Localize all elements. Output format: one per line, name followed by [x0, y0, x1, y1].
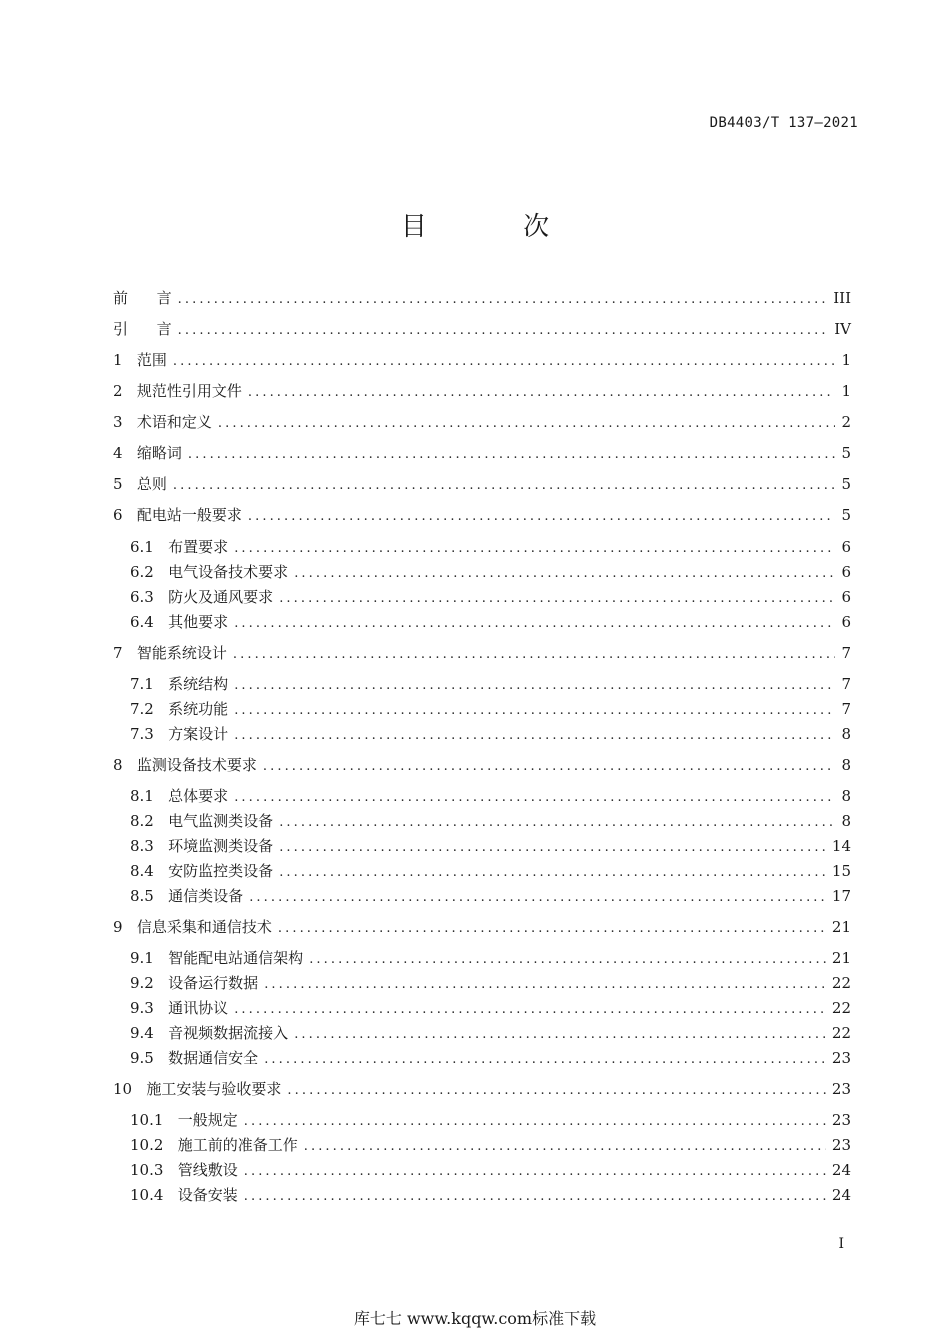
toc-entry-title: 管线敷设: [177, 1161, 238, 1179]
document-code: DB4403/T 137—2021: [709, 115, 858, 131]
dot-leader: [279, 811, 835, 835]
toc-entry-title: 信息采集和通信技术: [136, 918, 272, 936]
toc-section-entry[interactable]: [113, 410, 851, 434]
toc-entry-title: 言: [156, 320, 172, 338]
dot-leader: [244, 1185, 826, 1209]
dot-leader: [178, 288, 828, 312]
toc-entry-title: 防火及通风要求: [168, 588, 274, 606]
toc-entry-number: 9.4: [130, 1024, 154, 1042]
toc-entry-number: 6: [113, 506, 123, 524]
toc-entry-number: 8: [113, 756, 123, 774]
toc-subsection-entry[interactable]: [130, 1021, 851, 1045]
dot-leader: [234, 612, 835, 636]
footer-watermark: 库七七 www.kqqw.com标准下载: [353, 1309, 597, 1328]
toc-entry-number: 8.5: [130, 887, 154, 905]
toc-entry-number: 8.3: [130, 837, 154, 855]
toc-entry-page: 2: [841, 413, 851, 431]
toc-subsection-entry[interactable]: [130, 834, 851, 858]
toc-subsection-entry[interactable]: [130, 585, 851, 609]
toc-entry-number: 10.3: [130, 1161, 164, 1179]
toc-entry-number: 6.2: [130, 563, 154, 581]
dot-leader: [244, 1110, 826, 1134]
toc-subsection-entry[interactable]: [130, 946, 851, 970]
toc-entry-number: 9.1: [130, 949, 154, 967]
toc-entry-number: 9.2: [130, 974, 154, 992]
toc-section-entry[interactable]: [113, 753, 851, 777]
toc-entry-number: 6.4: [130, 613, 154, 631]
toc-subsection-entry[interactable]: [130, 672, 851, 696]
toc-entry-title: 设备运行数据: [168, 974, 259, 992]
toc-entry-title: 环境监测类设备: [168, 837, 274, 855]
toc-entry-number: 9.3: [130, 999, 154, 1017]
dot-leader: [249, 886, 826, 910]
toc-entry-page: 15: [831, 862, 851, 880]
toc-subsection-entry[interactable]: [130, 996, 851, 1020]
toc-section-entry[interactable]: [113, 441, 851, 465]
dot-leader: [218, 412, 836, 436]
toc-entry-number: 前: [113, 289, 129, 307]
dot-leader: [188, 443, 836, 467]
toc-section-entry[interactable]: [113, 472, 851, 496]
toc-entry-number: 3: [113, 413, 123, 431]
toc-entry-title: 规范性引用文件: [136, 382, 242, 400]
toc-entry-page: 23: [831, 1049, 851, 1067]
toc-subsection-entry[interactable]: [130, 884, 851, 908]
toc-subsection-entry[interactable]: [130, 697, 851, 721]
dot-leader: [173, 474, 836, 498]
toc-subsection-entry[interactable]: [130, 1133, 851, 1157]
toc-entry-page: 21: [831, 949, 851, 967]
toc-entry-page: 21: [831, 918, 851, 936]
toc-entry-title: 音视频数据流接入: [168, 1024, 289, 1042]
toc-entry-page: 17: [831, 887, 851, 905]
toc-entry-title: 言: [156, 289, 172, 307]
toc-entry-number: 6.1: [130, 538, 154, 556]
dot-leader: [279, 587, 835, 611]
toc-section-entry[interactable]: [113, 348, 851, 372]
toc-entry-page: 7: [841, 675, 851, 693]
dot-leader: [178, 319, 829, 343]
page-title: 目 次: [400, 212, 594, 242]
toc-entry-number: 2: [113, 382, 123, 400]
toc-entry-number: 10.1: [130, 1111, 164, 1129]
toc-entry-page: 23: [831, 1111, 851, 1129]
toc-entry-title: 布置要求: [168, 538, 229, 556]
dot-leader: [248, 505, 836, 529]
toc-entry-title: 一般规定: [177, 1111, 238, 1129]
dot-leader: [294, 1023, 826, 1047]
toc-subsection-entry[interactable]: [130, 784, 851, 808]
toc-section-entry[interactable]: [113, 641, 851, 665]
toc-entry-number: 10.4: [130, 1186, 164, 1204]
toc-entry-title: 术语和定义: [136, 413, 212, 431]
dot-leader: [279, 861, 826, 885]
toc-entry-number: 1: [113, 351, 123, 369]
toc-entry-number: 7.1: [130, 675, 154, 693]
toc-entry-page: 1: [841, 382, 851, 400]
toc-entry-title: 智能配电站通信架构: [168, 949, 304, 967]
toc-entry-title: 电气监测类设备: [168, 812, 274, 830]
dot-leader: [234, 786, 835, 810]
toc-entry-title: 通信类设备: [168, 887, 244, 905]
toc-entry-title: 其他要求: [168, 613, 229, 631]
toc-entry-page: III: [833, 289, 851, 307]
toc-subsection-entry[interactable]: [130, 722, 851, 746]
toc-entry-page: 5: [841, 475, 851, 493]
toc-subsection-entry[interactable]: [130, 560, 851, 584]
toc-entry-number: 引: [113, 320, 129, 338]
toc-entry-page: 14: [831, 837, 851, 855]
toc-entry-number: 6.3: [130, 588, 154, 606]
dot-leader: [263, 755, 836, 779]
toc-entry-page: 6: [841, 613, 851, 631]
toc-entry-number: 7.2: [130, 700, 154, 718]
toc-entry-page: 8: [841, 812, 851, 830]
toc-subsection-entry[interactable]: [130, 1183, 851, 1207]
toc-entry-title: 数据通信安全: [168, 1049, 259, 1067]
dot-leader: [304, 1135, 826, 1159]
dot-leader: [234, 998, 826, 1022]
toc-entry-number: 5: [113, 475, 123, 493]
toc-entry-page: 23: [831, 1080, 851, 1098]
toc-entry-number: 8.1: [130, 787, 154, 805]
toc-entry-title: 方案设计: [168, 725, 229, 743]
toc-entry-title: 施工前的准备工作: [177, 1136, 298, 1154]
toc-entry-number: 10.2: [130, 1136, 164, 1154]
page-number: I: [838, 1236, 844, 1252]
toc-entry-number: 8.2: [130, 812, 154, 830]
toc-entry-title: 电气设备技术要求: [168, 563, 289, 581]
toc-entry-page: 7: [841, 700, 851, 718]
toc-section-entry[interactable]: [113, 286, 851, 310]
toc-section-entry[interactable]: [113, 503, 851, 527]
toc-entry-page: 6: [841, 563, 851, 581]
toc-entry-page: 5: [841, 444, 851, 462]
toc-entry-page: 8: [841, 725, 851, 743]
dot-leader: [279, 836, 826, 860]
toc-subsection-entry[interactable]: [130, 1158, 851, 1182]
toc-entry-page: 22: [831, 1024, 851, 1042]
dot-leader: [234, 724, 835, 748]
toc-entry-page: 5: [841, 506, 851, 524]
toc-section-entry[interactable]: [113, 915, 851, 939]
dot-leader: [309, 948, 826, 972]
toc-entry-number: 7.3: [130, 725, 154, 743]
dot-leader: [294, 562, 835, 586]
toc-subsection-entry[interactable]: [130, 610, 851, 634]
toc-entry-number: 9.5: [130, 1049, 154, 1067]
toc-entry-title: 范围: [136, 351, 167, 369]
toc-entry-page: 1: [841, 351, 851, 369]
toc-entry-page: 24: [831, 1186, 851, 1204]
dot-leader: [264, 973, 826, 997]
toc-entry-page: 6: [841, 538, 851, 556]
toc-entry-title: 总体要求: [168, 787, 229, 805]
dot-leader: [234, 674, 835, 698]
toc-entry-page: 6: [841, 588, 851, 606]
toc-entry-title: 缩略词: [136, 444, 182, 462]
toc-entry-title: 总则: [136, 475, 167, 493]
dot-leader: [287, 1079, 825, 1103]
toc-section-entry[interactable]: [113, 379, 851, 403]
toc-entry-number: 7: [113, 644, 123, 662]
toc-entry-page: 22: [831, 999, 851, 1017]
dot-leader: [233, 643, 836, 667]
dot-leader: [264, 1048, 826, 1072]
toc-entry-title: 系统结构: [168, 675, 229, 693]
toc-entry-title: 配电站一般要求: [136, 506, 242, 524]
toc-entry-page: 7: [841, 644, 851, 662]
toc-entry-title: 系统功能: [168, 700, 229, 718]
dot-leader: [234, 537, 835, 561]
toc-subsection-entry[interactable]: [130, 1108, 851, 1132]
toc-subsection-entry[interactable]: [130, 1046, 851, 1070]
toc-entry-title: 施工安装与验收要求: [146, 1080, 282, 1098]
toc-entry-page: 22: [831, 974, 851, 992]
toc-entry-title: 智能系统设计: [136, 644, 227, 662]
toc-subsection-entry[interactable]: [130, 535, 851, 559]
toc-section-entry[interactable]: [113, 1077, 851, 1101]
toc-entry-title: 监测设备技术要求: [136, 756, 257, 774]
toc-section-entry[interactable]: [113, 317, 851, 341]
dot-leader: [173, 350, 836, 374]
toc-subsection-entry[interactable]: [130, 971, 851, 995]
toc-entry-number: 8.4: [130, 862, 154, 880]
dot-leader: [248, 381, 836, 405]
dot-leader: [244, 1160, 826, 1184]
toc-entry-number: 9: [113, 918, 123, 936]
toc-entry-title: 设备安装: [177, 1186, 238, 1204]
toc-subsection-entry[interactable]: [130, 859, 851, 883]
toc-entry-page: IV: [834, 320, 851, 338]
toc-entry-number: 10: [113, 1080, 133, 1098]
dot-leader: [234, 699, 835, 723]
toc-subsection-entry[interactable]: [130, 809, 851, 833]
toc-entry-number: 4: [113, 444, 123, 462]
toc-entry-page: 23: [831, 1136, 851, 1154]
toc-entry-title: 安防监控类设备: [168, 862, 274, 880]
toc-entry-title: 通讯协议: [168, 999, 229, 1017]
toc-entry-page: 8: [841, 756, 851, 774]
toc-entry-page: 8: [841, 787, 851, 805]
toc-entry-page: 24: [831, 1161, 851, 1179]
dot-leader: [278, 917, 826, 941]
